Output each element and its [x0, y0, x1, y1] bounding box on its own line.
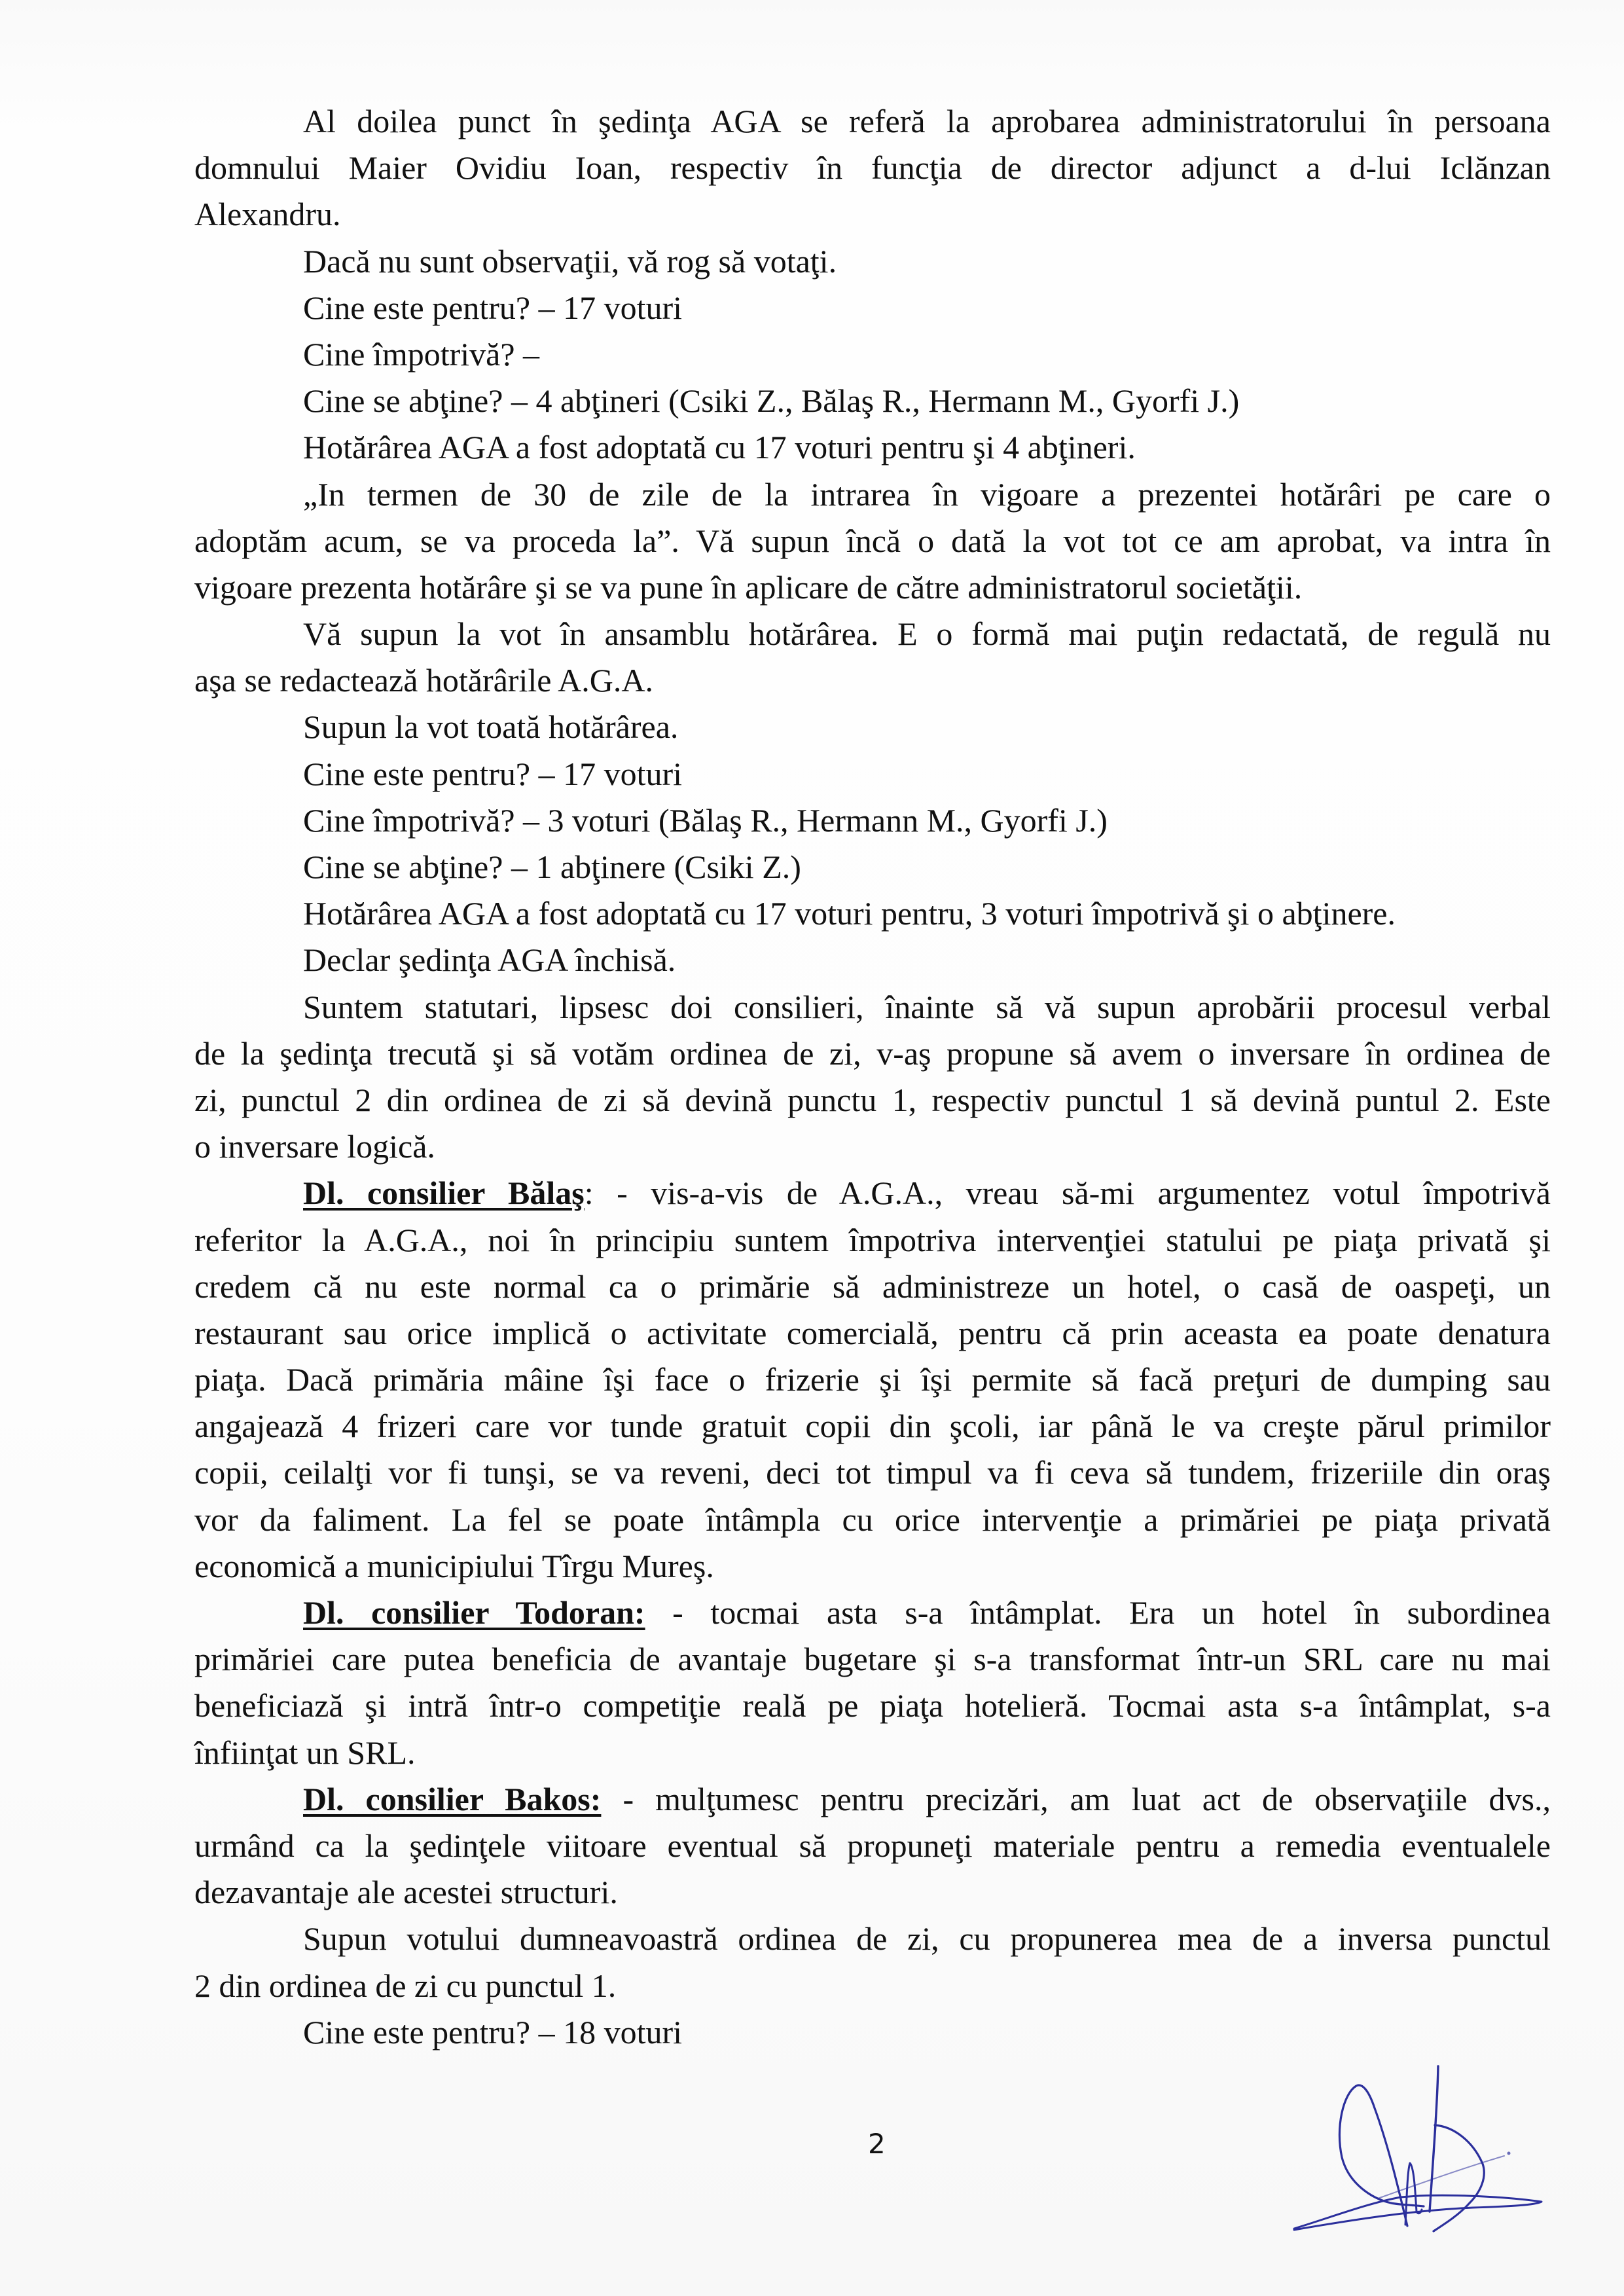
text-line — [194, 564, 1551, 611]
line-text: aşa se redactează hotărârile A.G.A. — [194, 662, 654, 699]
line-text: Supun la vot toată hotărârea. — [303, 708, 679, 746]
text-line — [194, 1077, 1551, 1123]
line-text: credem că nu este normal ca o primărie să administreze un hotel, o casă de oaspeţi, un — [194, 1267, 1551, 1305]
speaker-label: Dl. consilier Bălaş — [303, 1175, 585, 1212]
text-line — [194, 1310, 1551, 1357]
line-text: înfiinţat un SRL. — [194, 1734, 416, 1771]
text-line — [194, 145, 1551, 191]
text-line — [194, 1916, 1551, 1962]
text-line — [194, 424, 1551, 471]
text-line — [194, 657, 1551, 704]
line-text: Cine se abţine? – 1 abţinere (Csiki Z.) — [303, 848, 801, 885]
text-line — [194, 937, 1551, 983]
line-text: Cine împotrivă? – — [303, 335, 540, 373]
line-text: zi, punctul 2 din ordinea de zi să devină punctu 1, respectiv punctul 1 să devină puntul 2. Este — [194, 1081, 1551, 1118]
line-text: restaurant sau orice implică o activitate comercială, pentru că prin aceasta ea poate denatura — [194, 1314, 1551, 1351]
text-line — [194, 1403, 1551, 1449]
line-text: angajează 4 frizeri care vor tunde gratuit copii din şcoli, iar până le va creşte părul primilor — [194, 1408, 1551, 1445]
line-text: copii, ceilalţi vor fi tunşi, se va reveni, deci tot timpul va fi ceva să tundem, frizeriile din oraş — [194, 1454, 1551, 1491]
line-text: de la şedinţa trecută şi să votăm ordinea de zi, v-aş propune să avem o inversare în ordinea de — [194, 1034, 1551, 1072]
line-text: Dacă nu sunt observaţii, vă rog să votaţi. — [303, 242, 837, 280]
line-text: vor da faliment. La fel se poate întâmpla cu orice intervenţie a primăriei pe piaţa privată — [194, 1501, 1551, 1538]
line-text: economică a municipiului Tîrgu Mureş. — [194, 1547, 714, 1584]
text-line — [194, 1264, 1551, 1310]
text-line — [194, 844, 1551, 890]
line-text: „In termen de 30 de zile de la intrarea în vigoare a prezentei hotărâri pe care o — [303, 475, 1551, 513]
line-text: Cine este pentru? – 17 voturi — [303, 755, 683, 792]
line-text: Al doilea punct în şedinţa AGA se referă la aprobarea administratorului în persoana — [303, 103, 1551, 139]
line-text: Vă supun la vot în ansamblu hotărârea. E o formă mai puţin redactată, de regulă nu — [303, 615, 1551, 653]
text-line — [194, 285, 1551, 331]
line-text: Supun votului dumneavoastră ordinea de zi, cu propunerea mea de a inversa punctul — [303, 1920, 1551, 1958]
text-line — [194, 1497, 1551, 1543]
handwritten-signature-icon — [1244, 2043, 1571, 2265]
line-text: Cine este pentru? – 18 voturi — [303, 2013, 683, 2050]
line-text: - tocmai asta s-a întâmplat. Era un hotel în subordinea — [645, 1594, 1551, 1631]
page-number: 2 — [868, 2128, 886, 2160]
line-text: Hotărârea AGA a fost adoptată cu 17 voturi pentru şi 4 abţineri. — [303, 429, 1136, 466]
line-text: referitor la A.G.A., noi în principiu suntem împotriva intervenţiei statului pe piaţa privată şi — [194, 1221, 1551, 1258]
speaker-paragraph-line — [194, 1776, 1551, 1823]
line-text: 2 din ordinea de zi cu punctul 1. — [194, 1967, 617, 2004]
text-line — [194, 378, 1551, 424]
line-text: Hotărârea AGA a fost adoptată cu 17 voturi pentru, 3 voturi împotrivă şi o abţinere. — [303, 895, 1396, 932]
line-text: o inversare logică. — [194, 1128, 435, 1165]
line-text: piaţa. Dacă primăria mâine îşi face o frizerie şi îşi permite să facă preţuri de dumping sau — [194, 1361, 1551, 1398]
line-text: dezavantaje ale acestei structuri. — [194, 1874, 618, 1911]
text-line — [194, 191, 1551, 238]
line-text: beneficiază şi intră într-o competiţie reală pe piaţa hotelieră. Tocmai asta s-a întâmplat, s-a — [194, 1687, 1551, 1724]
text-line — [194, 890, 1551, 937]
text-line — [194, 611, 1551, 657]
line-text: domnului Maier Ovidiu Ioan, respectiv în funcţia de director adjunct a d-lui Iclănzan — [194, 149, 1551, 187]
text-line — [194, 1543, 1551, 1590]
text-line — [194, 704, 1551, 750]
text-line — [194, 1963, 1551, 2009]
speaker-paragraph-line — [194, 1590, 1551, 1636]
text-line — [194, 331, 1551, 378]
text-line — [194, 1683, 1551, 1729]
text-line — [194, 1357, 1551, 1403]
line-text: primăriei care putea beneficia de avantaje bugetare şi s-a transformat într-un SRL care nu mai — [194, 1641, 1551, 1678]
speaker-paragraph-line — [194, 1170, 1551, 1216]
text-line — [194, 1730, 1551, 1776]
line-text: Alexandru. — [194, 196, 341, 233]
line-text: adoptăm acum, se va proceda la”. Vă supun încă o dată la vot tot ce am aprobat, va intra în — [194, 522, 1551, 559]
text-line — [194, 1123, 1551, 1170]
document-body — [194, 98, 1551, 2056]
text-line — [194, 98, 1551, 145]
line-text: : - vis-a-vis de A.G.A., vreau să-mi argumentez votul împotrivă — [584, 1175, 1551, 1212]
line-text: Cine se abţine? – 4 abţineri (Csiki Z., Bălaş R., Hermann M., Gyorfi J.) — [303, 382, 1240, 420]
line-text: Cine este pentru? – 17 voturi — [303, 289, 683, 326]
text-line — [194, 518, 1551, 564]
text-line — [194, 984, 1551, 1030]
line-text: Suntem statutari, lipsesc doi consilieri, înainte să vă supun aprobării procesul verbal — [303, 988, 1551, 1025]
speaker-label: Dl. consilier Todoran: — [303, 1594, 645, 1631]
text-line — [194, 1217, 1551, 1264]
text-line — [194, 238, 1551, 285]
text-line — [194, 797, 1551, 844]
line-text: Cine împotrivă? – 3 voturi (Bălaş R., Hermann M., Gyorfi J.) — [303, 801, 1108, 839]
text-line — [194, 1869, 1551, 1916]
line-text: - mulţumesc pentru precizări, am luat act de observaţiile dvs., — [601, 1780, 1551, 1817]
text-line — [194, 1636, 1551, 1683]
line-text: urmând ca la şedinţele viitoare eventual să propuneţi materiale pentru a remedia eventualele — [194, 1827, 1551, 1864]
line-text: vigoare prezenta hotărâre şi se va pune în aplicare de către administratorul societăţii. — [194, 568, 1303, 606]
text-line — [194, 751, 1551, 797]
speaker-label: Dl. consilier Bakos: — [303, 1780, 602, 1817]
text-line — [194, 1823, 1551, 1869]
line-text: Declar şedinţa AGA închisă. — [303, 941, 676, 979]
text-line — [194, 471, 1551, 518]
text-line — [194, 1449, 1551, 1496]
text-line — [194, 1030, 1551, 1077]
